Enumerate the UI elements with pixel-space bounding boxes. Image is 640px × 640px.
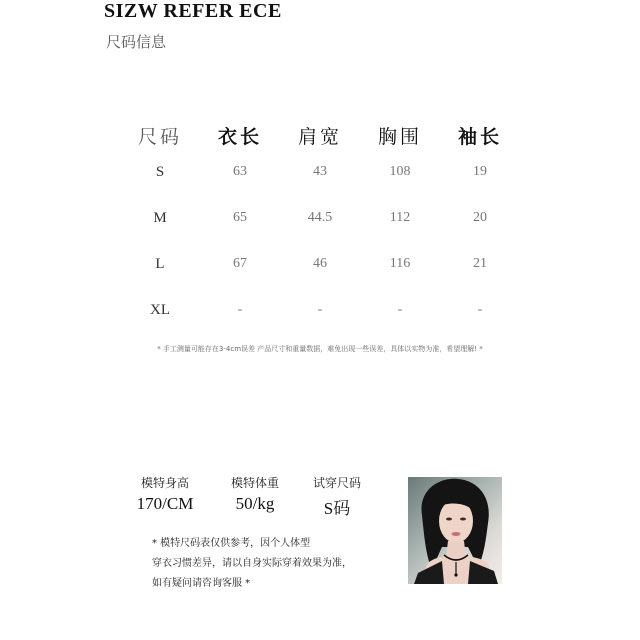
table-row: [120, 302, 520, 348]
size-table: [120, 122, 520, 348]
page-subtitle: 尺码信息: [106, 33, 167, 51]
table-cell: L: [155, 256, 165, 272]
table-cell: 112: [389, 210, 411, 225]
table-row: [120, 256, 520, 302]
model-size-value: S码: [323, 499, 351, 518]
model-size-label: 试穿尺码: [312, 476, 361, 490]
model-size: [292, 474, 382, 519]
model-weight-value: 50/kg: [235, 494, 275, 513]
table-cell: M: [153, 210, 167, 226]
table-cell: 20: [473, 210, 487, 225]
header-size: 尺码: [137, 126, 182, 148]
table-cell: S: [155, 164, 165, 180]
table-cell: -: [317, 302, 323, 317]
measurement-note: * 手工测量可能存在3-4cm误差 产品尺寸和重量数据，难免出现一些误差，具体以实物为准，希望理解! *: [157, 345, 483, 353]
header-shoulder: 肩宽: [297, 126, 342, 148]
model-photo: [408, 477, 502, 584]
page-title: SIZW REFER ECE: [104, 0, 282, 22]
header-chest: 胸围: [377, 126, 422, 148]
table-cell: 116: [389, 256, 411, 271]
table-cell: 63: [233, 164, 247, 179]
disclaimer-line-3: 如有疑问请咨询客服 *: [152, 578, 251, 589]
model-disclaimer: [152, 534, 402, 594]
table-cell: -: [477, 302, 483, 317]
table-cell: 108: [389, 164, 411, 179]
header-sleeve: 袖长: [457, 126, 502, 148]
table-cell: 43: [313, 164, 327, 179]
model-height-value: 170/CM: [136, 494, 194, 513]
model-height: [120, 474, 210, 514]
model-height-label: 模特身高: [140, 476, 189, 490]
model-weight-label: 模特体重: [230, 476, 279, 490]
model-weight: [210, 474, 300, 514]
table-header-row: [120, 122, 520, 164]
model-photo-illustration: [408, 477, 502, 584]
table-cell: -: [397, 302, 403, 317]
table-cell: 44.5: [307, 210, 333, 225]
table-cell: -: [237, 302, 243, 317]
table-row: [120, 210, 520, 256]
table-row: [120, 164, 520, 210]
header-length: 衣长: [217, 126, 262, 148]
table-cell: XL: [150, 302, 170, 318]
table-cell: 67: [233, 256, 247, 271]
disclaimer-line-1: * 模特尺码表仅供参考，因个人体型: [152, 538, 311, 549]
table-cell: 21: [473, 256, 487, 271]
table-cell: 19: [473, 164, 487, 179]
disclaimer-line-2: 穿衣习惯差异，请以自身实际穿着效果为准，: [152, 558, 352, 569]
table-cell: 46: [313, 256, 327, 271]
table-cell: 65: [233, 210, 247, 225]
